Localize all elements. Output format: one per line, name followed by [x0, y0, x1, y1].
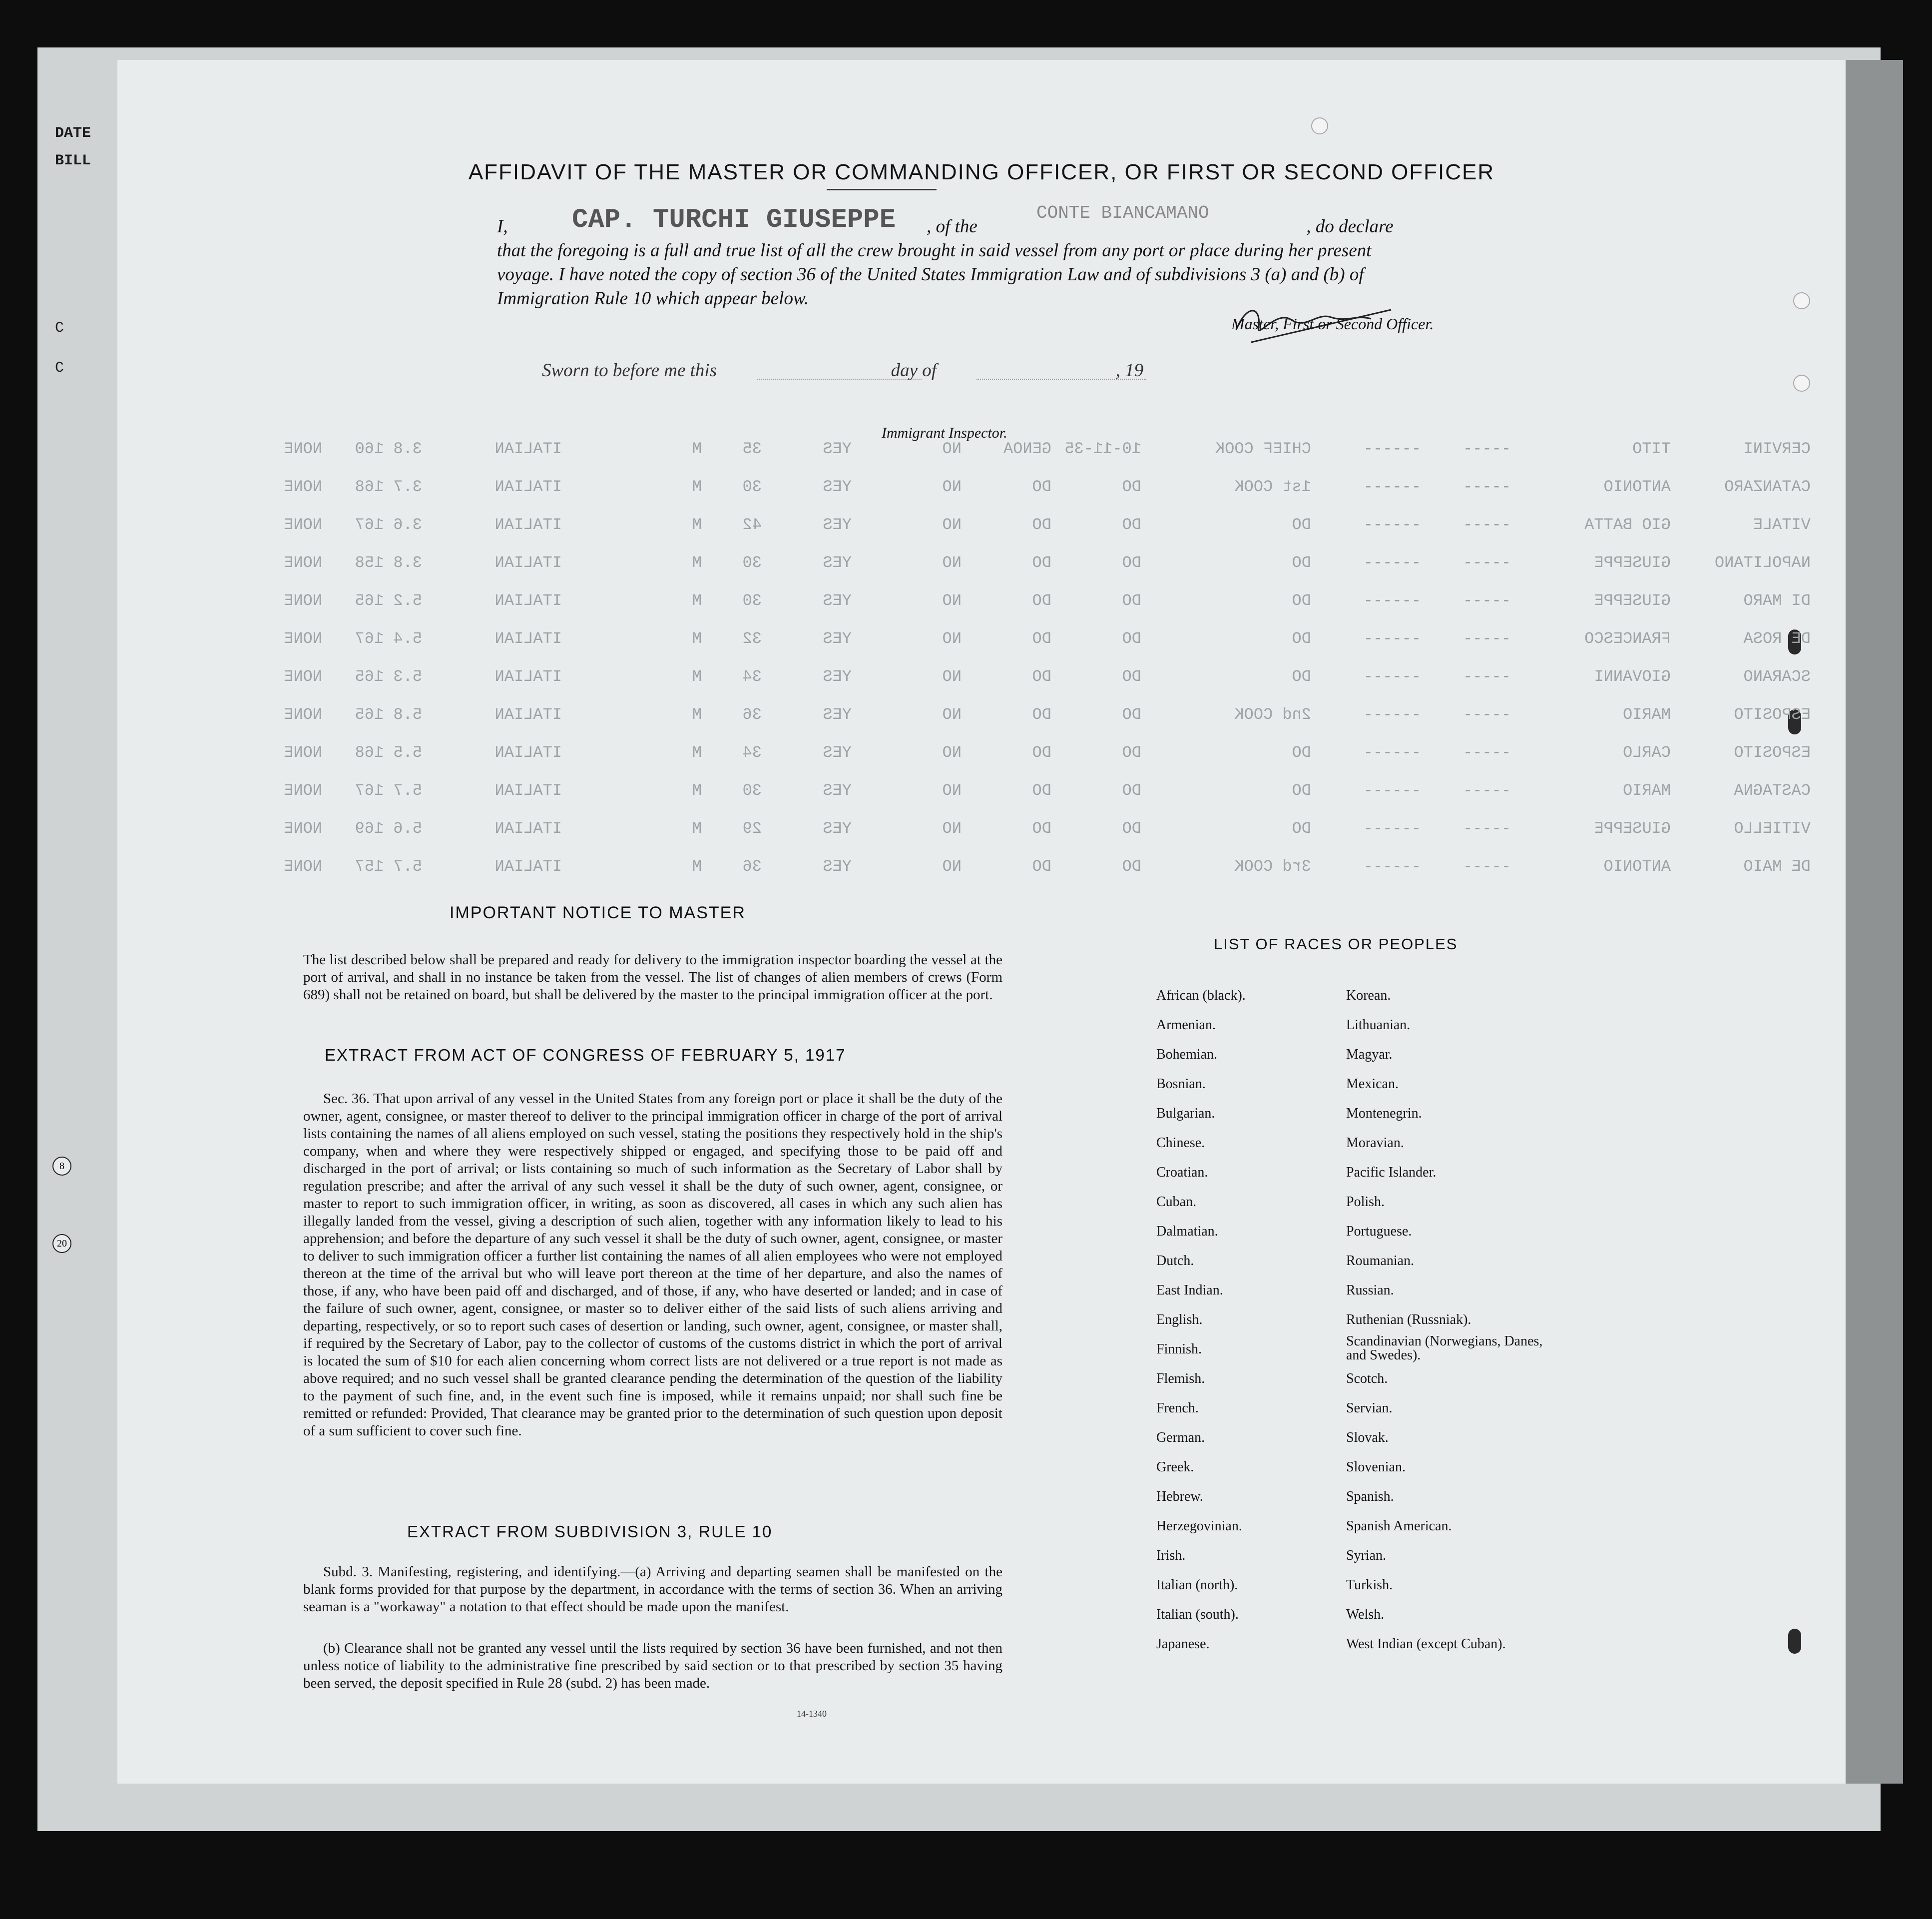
bleed-through-cell: TITO: [1632, 440, 1671, 458]
bleed-through-cell: DO: [1122, 857, 1141, 876]
bleed-through-cell: 5.6 169: [355, 819, 422, 838]
bleed-through-row: [217, 743, 1811, 763]
bleed-through-cell: 5.5 168: [355, 743, 422, 762]
race-item: Lithuanian.: [1346, 1017, 1411, 1033]
race-item: Armenian.: [1156, 1017, 1216, 1033]
bleed-through-cell: 3.8 160: [355, 440, 422, 458]
race-item: Welsh.: [1346, 1607, 1385, 1622]
bleed-through-cell: NONE: [284, 781, 322, 800]
bleed-through-cell: NONE: [284, 440, 322, 458]
race-item: Dalmatian.: [1156, 1224, 1218, 1239]
bleed-through-cell: DO: [1122, 630, 1141, 648]
sheet-edge: [1843, 60, 1903, 1784]
race-item: West Indian (except Cuban).: [1346, 1636, 1506, 1652]
bleed-through-cell: 30: [742, 592, 762, 610]
bleed-through-cell: YES: [823, 554, 852, 572]
bleed-through-cell: DO: [1122, 516, 1141, 534]
race-item: Italian (north).: [1156, 1577, 1238, 1593]
race-item: Bohemian.: [1156, 1047, 1218, 1062]
bleed-through-cell: YES: [823, 743, 852, 762]
rule-para-a: Subd. 3. Manifesting, registering, and identifying.—(a) Arriving and departing seamen shall be manifested on the blank forms provided for that purpose by the department, in accordance with the terms of section 36. When an arriving seaman is a "workaway" a notation to that effect should be made upon the manifest.: [303, 1564, 1002, 1615]
bleed-through-cell: 30: [742, 478, 762, 496]
bleed-through-cell: NONE: [284, 705, 322, 724]
strip-text-c1: C: [55, 320, 64, 337]
bleed-through-cell: NO: [942, 781, 962, 800]
bleed-through-cell: M: [692, 478, 702, 496]
races-heading: LIST OF RACES OR PEOPLES: [1214, 935, 1458, 953]
race-item: Italian (south).: [1156, 1607, 1239, 1622]
year-text: , 19: [1115, 360, 1144, 381]
bleed-through-cell: 5.3 165: [355, 667, 422, 686]
bleed-through-cell: -----: [1462, 478, 1511, 496]
ship-name: CONTE BIANCAMANO: [1036, 203, 1209, 223]
race-item: Spanish American.: [1346, 1518, 1452, 1534]
bleed-through-cell: YES: [823, 819, 852, 838]
bleed-through-cell: NO: [942, 440, 962, 458]
bleed-through-cell: DI MARO: [1743, 592, 1811, 610]
underlying-page-strip: [45, 95, 115, 1644]
bleed-through-cell: GENOA: [1003, 440, 1051, 458]
bleed-through-cell: 32: [742, 630, 762, 648]
bleed-through-cell: DO: [1032, 667, 1051, 686]
bleed-through-cell: NONE: [284, 667, 322, 686]
bleed-through-cell: M: [692, 592, 702, 610]
bleed-through-cell: ITALIAN: [494, 857, 562, 876]
bleed-through-cell: 2nd COOK: [1234, 705, 1311, 724]
race-item: Spanish.: [1346, 1489, 1394, 1504]
race-item: Japanese.: [1156, 1636, 1210, 1652]
punch-hole: [1793, 375, 1810, 392]
margin-number-badge: 20: [52, 1234, 71, 1253]
bleed-through-row: [217, 554, 1811, 574]
bleed-through-cell: YES: [823, 667, 852, 686]
bleed-through-cell: ITALIAN: [494, 781, 562, 800]
manifest-page: [117, 60, 1846, 1784]
races-right-column: [1346, 981, 1546, 1659]
decl-line-2: that the foregoing is a full and true list of all the crew brought in said vessel from any port or place during her present: [497, 240, 1372, 261]
bleed-through-cell: ITALIAN: [494, 705, 562, 724]
race-item: Pacific Islander.: [1346, 1165, 1437, 1180]
bleed-through-cell: CATANZARO: [1724, 478, 1811, 496]
notice-heading: IMPORTANT NOTICE TO MASTER: [450, 903, 746, 922]
bleed-through-cell: M: [692, 819, 702, 838]
bleed-through-cell: ITALIAN: [494, 667, 562, 686]
race-item: Polish.: [1346, 1194, 1385, 1210]
punch-hole: [1793, 292, 1810, 309]
bleed-through-cell: NONE: [284, 478, 322, 496]
bleed-through-cell: GIOVANNI: [1594, 667, 1671, 686]
race-item: Montenegrin.: [1346, 1106, 1422, 1121]
bleed-through-cell: M: [692, 554, 702, 572]
race-item: Croatian.: [1156, 1165, 1208, 1180]
bleed-through-cell: CARLO: [1622, 743, 1671, 762]
races-left-column: [1156, 981, 1246, 1659]
race-item: French.: [1156, 1400, 1199, 1416]
bleed-through-cell: NAPOLITANO: [1714, 554, 1811, 572]
bleed-through-cell: CASTAGNA: [1734, 781, 1811, 800]
race-item: Finnish.: [1156, 1341, 1202, 1357]
bleed-through-cell: YES: [823, 592, 852, 610]
bleed-through-cell: NONE: [284, 554, 322, 572]
bleed-through-cell: DO: [1292, 592, 1311, 610]
bleed-through-cell: DE ROSA: [1743, 630, 1811, 648]
bleed-through-cell: 5.7 157: [355, 857, 422, 876]
race-item: Moravian.: [1346, 1135, 1404, 1151]
race-item: Scandinavian (Norwegians, Danes, and Swedes).: [1346, 1333, 1543, 1363]
immigrant-inspector-label: Immigrant Inspector.: [882, 425, 1007, 441]
bleed-through-cell: DO: [1292, 781, 1311, 800]
race-item: Herzegovinian.: [1156, 1518, 1242, 1534]
bleed-through-cell: 34: [742, 667, 762, 686]
race-item: Chinese.: [1156, 1135, 1205, 1151]
race-item: Cuban.: [1156, 1194, 1197, 1210]
bleed-through-cell: DO: [1122, 819, 1141, 838]
bleed-through-row: [217, 440, 1811, 460]
bleed-through-cell: NO: [942, 554, 962, 572]
bleed-through-cell: MARIO: [1622, 705, 1671, 724]
bleed-through-cell: NO: [942, 630, 962, 648]
bleed-through-cell: NONE: [284, 819, 322, 838]
bleed-through-cell: ITALIAN: [494, 592, 562, 610]
bleed-through-row: [217, 857, 1811, 877]
strip-text-date: DATE: [55, 125, 91, 142]
bleed-through-cell: -----: [1462, 819, 1511, 838]
bleed-through-cell: 3rd COOK: [1234, 857, 1311, 876]
bleed-through-cell: 10-11-35: [1064, 440, 1141, 458]
bleed-through-cell: VITALE: [1753, 516, 1811, 534]
bleed-through-cell: DO: [1032, 516, 1051, 534]
race-item: Syrian.: [1346, 1548, 1387, 1563]
bleed-through-cell: CERVINI: [1743, 440, 1811, 458]
bleed-through-cell: GIUSEPPE: [1594, 819, 1671, 838]
bleed-through-cell: 5.7 167: [355, 781, 422, 800]
race-item: Turkish.: [1346, 1577, 1393, 1593]
race-item: Scotch.: [1346, 1371, 1388, 1386]
bleed-through-cell: DO: [1032, 743, 1051, 762]
bleed-through-cell: ------: [1363, 819, 1421, 838]
bleed-through-row: [217, 781, 1811, 801]
punch-hole: [1311, 117, 1328, 134]
bleed-through-cell: NONE: [284, 857, 322, 876]
race-item: Dutch.: [1156, 1253, 1194, 1269]
binding-tab: [1788, 1629, 1801, 1654]
bleed-through-cell: NO: [942, 857, 962, 876]
bleed-through-row: [217, 630, 1811, 649]
bleed-through-row: [217, 592, 1811, 612]
bleed-through-cell: DO: [1032, 781, 1051, 800]
bleed-through-cell: GIUSEPPE: [1594, 554, 1671, 572]
strip-text-bill: BILL: [55, 152, 91, 169]
bleed-through-cell: ------: [1363, 630, 1421, 648]
bleed-through-cell: DO: [1292, 516, 1311, 534]
bleed-through-cell: NO: [942, 667, 962, 686]
bleed-through-cell: GIO BATTA: [1584, 516, 1671, 534]
bleed-through-cell: 5.8 165: [355, 705, 422, 724]
day-of-text: day of: [891, 360, 937, 381]
bleed-through-cell: NO: [942, 478, 962, 496]
bleed-through-cell: NONE: [284, 630, 322, 648]
affidavit-title: AFFIDAVIT OF THE MASTER OR COMMANDING OFFICER, OR FIRST OR SECOND OFFICER: [468, 160, 1495, 184]
bleed-through-cell: 1st COOK: [1234, 478, 1311, 496]
bleed-through-cell: ------: [1363, 781, 1421, 800]
bleed-through-cell: ------: [1363, 592, 1421, 610]
bleed-through-cell: 35: [742, 440, 762, 458]
decl-do-declare: , do declare: [1306, 216, 1394, 237]
bleed-through-cell: -----: [1462, 857, 1511, 876]
bleed-through-cell: CHIEF COOK: [1215, 440, 1311, 458]
race-item: Servian.: [1346, 1400, 1393, 1416]
bleed-through-cell: ------: [1363, 554, 1421, 572]
decl-line-3: voyage. I have noted the copy of section 36 of the United States Immigration Law and of subdivisions 3 (a) and (b) of: [497, 264, 1364, 285]
bleed-through-cell: ------: [1363, 478, 1421, 496]
bleed-through-cell: YES: [823, 630, 852, 648]
bleed-through-cell: DO: [1292, 554, 1311, 572]
race-item: Hebrew.: [1156, 1489, 1203, 1504]
bleed-through-cell: DO: [1032, 592, 1051, 610]
bleed-through-cell: -----: [1462, 440, 1511, 458]
race-item: Roumanian.: [1346, 1253, 1415, 1269]
bleed-through-cell: M: [692, 667, 702, 686]
bleed-through-cell: -----: [1462, 743, 1511, 762]
notice-text: The list described below shall be prepared and ready for delivery to the immigration inspector boarding the vessel at the port of arrival, and shall in no instance be taken from the vessel. The list of changes of alien members of crews (Form 689) shall not be retained on board, but shall be delivered by the master to the principal immigration officer at the port.: [303, 952, 1002, 1003]
race-item: Korean.: [1346, 988, 1391, 1003]
bleed-through-cell: ITALIAN: [494, 516, 562, 534]
bleed-through-cell: NO: [942, 743, 962, 762]
bleed-through-cell: ESPOSITO: [1734, 705, 1811, 724]
bleed-through-cell: 5.2 165: [355, 592, 422, 610]
bleed-through-cell: 30: [742, 781, 762, 800]
bleed-through-cell: YES: [823, 781, 852, 800]
bleed-through-cell: M: [692, 630, 702, 648]
bleed-through-cell: ITALIAN: [494, 478, 562, 496]
bleed-through-cell: NONE: [284, 743, 322, 762]
bleed-through-cell: 29: [742, 819, 762, 838]
bleed-through-cell: 36: [742, 857, 762, 876]
bleed-through-cell: NO: [942, 516, 962, 534]
bleed-through-cell: DO: [1032, 630, 1051, 648]
bleed-through-cell: NONE: [284, 592, 322, 610]
bleed-through-cell: DO: [1032, 819, 1051, 838]
race-item: Slovenian.: [1346, 1459, 1406, 1475]
bleed-through-cell: -----: [1462, 667, 1511, 686]
bleed-through-cell: ------: [1363, 705, 1421, 724]
bleed-through-cell: NO: [942, 705, 962, 724]
rule-para-b: (b) Clearance shall not be granted any vessel until the lists required by section 36 have been furnished, and not then unless notice of liability to the administrative fine prescribed by said section or to that prescribed by section 35 having been served, the deposit specified in Rule 28 (subd. 2) has been made.: [303, 1640, 1002, 1691]
race-item: Mexican.: [1346, 1076, 1399, 1092]
race-item: Irish.: [1156, 1548, 1186, 1563]
decl-of-the: , of the: [927, 216, 977, 237]
bleed-through-cell: -----: [1462, 554, 1511, 572]
bleed-through-cell: M: [692, 781, 702, 800]
sworn-text: Sworn to before me this: [542, 360, 717, 381]
bleed-through-cell: ------: [1363, 667, 1421, 686]
bleed-through-cell: GIUSEPPE: [1594, 592, 1671, 610]
bleed-through-cell: M: [692, 440, 702, 458]
bleed-through-cell: VITIELLO: [1734, 819, 1811, 838]
bleed-through-row: [217, 705, 1811, 725]
bleed-through-cell: -----: [1462, 516, 1511, 534]
bleed-through-cell: 3.7 168: [355, 478, 422, 496]
race-item: Bulgarian.: [1156, 1106, 1215, 1121]
race-item: Russian.: [1346, 1282, 1394, 1298]
race-item: Greek.: [1156, 1459, 1194, 1475]
bleed-through-cell: YES: [823, 705, 852, 724]
race-item: East Indian.: [1156, 1282, 1223, 1298]
bleed-through-cell: FRANCESCO: [1584, 630, 1671, 648]
bleed-through-cell: 34: [742, 743, 762, 762]
bleed-through-cell: ITALIAN: [494, 743, 562, 762]
form-number: 14-1340: [797, 1709, 827, 1719]
bleed-through-cell: ANTONIO: [1603, 857, 1671, 876]
bleed-through-cell: ITALIAN: [494, 554, 562, 572]
race-item: Portuguese.: [1346, 1224, 1412, 1239]
master-name: CAP. TURCHI GIUSEPPE: [572, 205, 896, 235]
bleed-through-cell: DO: [1032, 554, 1051, 572]
bleed-through-cell: NO: [942, 592, 962, 610]
rule-heading: EXTRACT FROM SUBDIVISION 3, RULE 10: [407, 1522, 773, 1541]
bleed-through-cell: DO: [1122, 667, 1141, 686]
bleed-through-cell: DO: [1122, 478, 1141, 496]
act-heading: EXTRACT FROM ACT OF CONGRESS OF FEBRUARY 5, 1917: [325, 1046, 846, 1064]
bleed-through-cell: DO: [1122, 554, 1141, 572]
title-rule: [827, 189, 937, 190]
bleed-through-row: [217, 478, 1811, 498]
bleed-through-cell: NONE: [284, 516, 322, 534]
race-item: Flemish.: [1156, 1371, 1205, 1386]
race-item: English.: [1156, 1312, 1203, 1327]
bleed-through-cell: YES: [823, 516, 852, 534]
bleed-through-cell: 5.4 167: [355, 630, 422, 648]
bleed-through-cell: DO: [1292, 743, 1311, 762]
bleed-through-cell: 3.6 167: [355, 516, 422, 534]
bleed-through-cell: DO: [1292, 667, 1311, 686]
bleed-through-row: [217, 819, 1811, 839]
bleed-through-cell: ITALIAN: [494, 630, 562, 648]
bleed-through-cell: -----: [1462, 781, 1511, 800]
decl-prefix: I,: [497, 216, 508, 237]
race-item: African (black).: [1156, 988, 1246, 1003]
race-item: Bosnian.: [1156, 1076, 1206, 1092]
blank-line: [976, 379, 1146, 380]
bleed-through-cell: -----: [1462, 630, 1511, 648]
bleed-through-cell: DO: [1122, 743, 1141, 762]
bleed-through-cell: MARIO: [1622, 781, 1671, 800]
race-item: German.: [1156, 1430, 1205, 1445]
bleed-through-cell: DO: [1292, 819, 1311, 838]
bleed-through-cell: NO: [942, 819, 962, 838]
bleed-through-cell: YES: [823, 857, 852, 876]
bleed-through-cell: 30: [742, 554, 762, 572]
bleed-through-cell: ANTONIO: [1603, 478, 1671, 496]
bleed-through-cell: DO: [1292, 630, 1311, 648]
bleed-through-cell: 3.8 158: [355, 554, 422, 572]
bleed-through-cell: M: [692, 705, 702, 724]
bleed-through-cell: ESPOSITO: [1734, 743, 1811, 762]
bleed-through-cell: DO: [1122, 781, 1141, 800]
bleed-through-cell: ------: [1363, 516, 1421, 534]
bleed-through-cell: SCARANO: [1743, 667, 1811, 686]
act-text: Sec. 36. That upon arrival of any vessel in the United States from any foreign port or place it shall be the duty of the owner, agent, consignee, or master thereof to deliver to the principal immigration officer in charge of the port of arrival lists containing the names of all aliens employed on such vessel, stating the positions they respectively hold in the ship's company, when and where they were respectively shipped or engaged, and specifying those to be paid off and discharged in the port of arrival; or lists containing so much of such information as the Secretary of Labor shall by regulation prescribe; and after the arrival of any such vessel it shall be the duty of such owner, agent, consignee, or master to report to such immigration officer, in writing, as soon as discovered, all cases in which any such alien has illegally landed from the vessel, giving a description of such alien, together with any information likely to lead to his apprehension; and before the departure of any such vessel it shall be the duty of such owner, agent, consignee, or master to deliver to such immigration officer a further list containing the names of all alien employees who were not employed thereon at the time of the arrival but who will leave port thereon at the time of her departure, and also the names of those, if any, who have been paid off and discharged, and of those, if any, who have deserted or landed; and in case of the failure of such owner, agent, consignee, or master so to deliver either of the said lists of such aliens arriving and departing, respectively, or so to report such cases of desertion or landing, such owner, agent, consignee, or master shall, if required by the Secretary of Labor, pay to the collector of customs of the customs district in which the port of arrival is located the sum of $10 for each alien concerning whom correct lists are not delivered or a true report is not made as above required; and no such vessel shall be granted clearance pending the determination of the question of the liability to the payment of such fine, and, in the event such fine is imposed, while it remains unpaid; nor shall such fine be remitted or refunded: Provided, That clearance may be granted prior to the determination of such question upon deposit of a sum sufficient to cover such fine.: [303, 1091, 1002, 1439]
margin-number-badge: 8: [52, 1157, 71, 1176]
bleed-through-cell: DE MAIO: [1743, 857, 1811, 876]
bleed-through-cell: ITALIAN: [494, 440, 562, 458]
bleed-through-cell: DO: [1122, 592, 1141, 610]
signature-caption: Master, First or Second Officer.: [1231, 315, 1434, 333]
bleed-through-cell: 42: [742, 516, 762, 534]
bleed-through-cell: M: [692, 516, 702, 534]
bleed-through-cell: ITALIAN: [494, 819, 562, 838]
bleed-through-cell: -----: [1462, 705, 1511, 724]
bleed-through-cell: YES: [823, 478, 852, 496]
bleed-through-cell: ------: [1363, 857, 1421, 876]
bleed-through-cell: -----: [1462, 592, 1511, 610]
race-item: Slovak.: [1346, 1430, 1389, 1445]
bleed-through-cell: DO: [1032, 857, 1051, 876]
bleed-through-cell: DO: [1032, 705, 1051, 724]
bleed-through-row: [217, 516, 1811, 536]
bleed-through-cell: ------: [1363, 440, 1421, 458]
strip-text-c2: C: [55, 360, 64, 377]
blank-line: [757, 379, 922, 380]
sworn-line: [542, 360, 1143, 381]
bleed-through-row: [217, 667, 1811, 687]
bleed-through-cell: DO: [1032, 478, 1051, 496]
decl-line-4: Immigration Rule 10 which appear below.: [497, 288, 809, 309]
bleed-through-cell: ------: [1363, 743, 1421, 762]
race-item: Magyar.: [1346, 1047, 1393, 1062]
bleed-through-cell: 36: [742, 705, 762, 724]
bleed-through-cell: DO: [1122, 705, 1141, 724]
bleed-through-cell: M: [692, 857, 702, 876]
race-item: Ruthenian (Russniak).: [1346, 1312, 1471, 1327]
bleed-through-cell: YES: [823, 440, 852, 458]
bleed-through-cell: M: [692, 743, 702, 762]
